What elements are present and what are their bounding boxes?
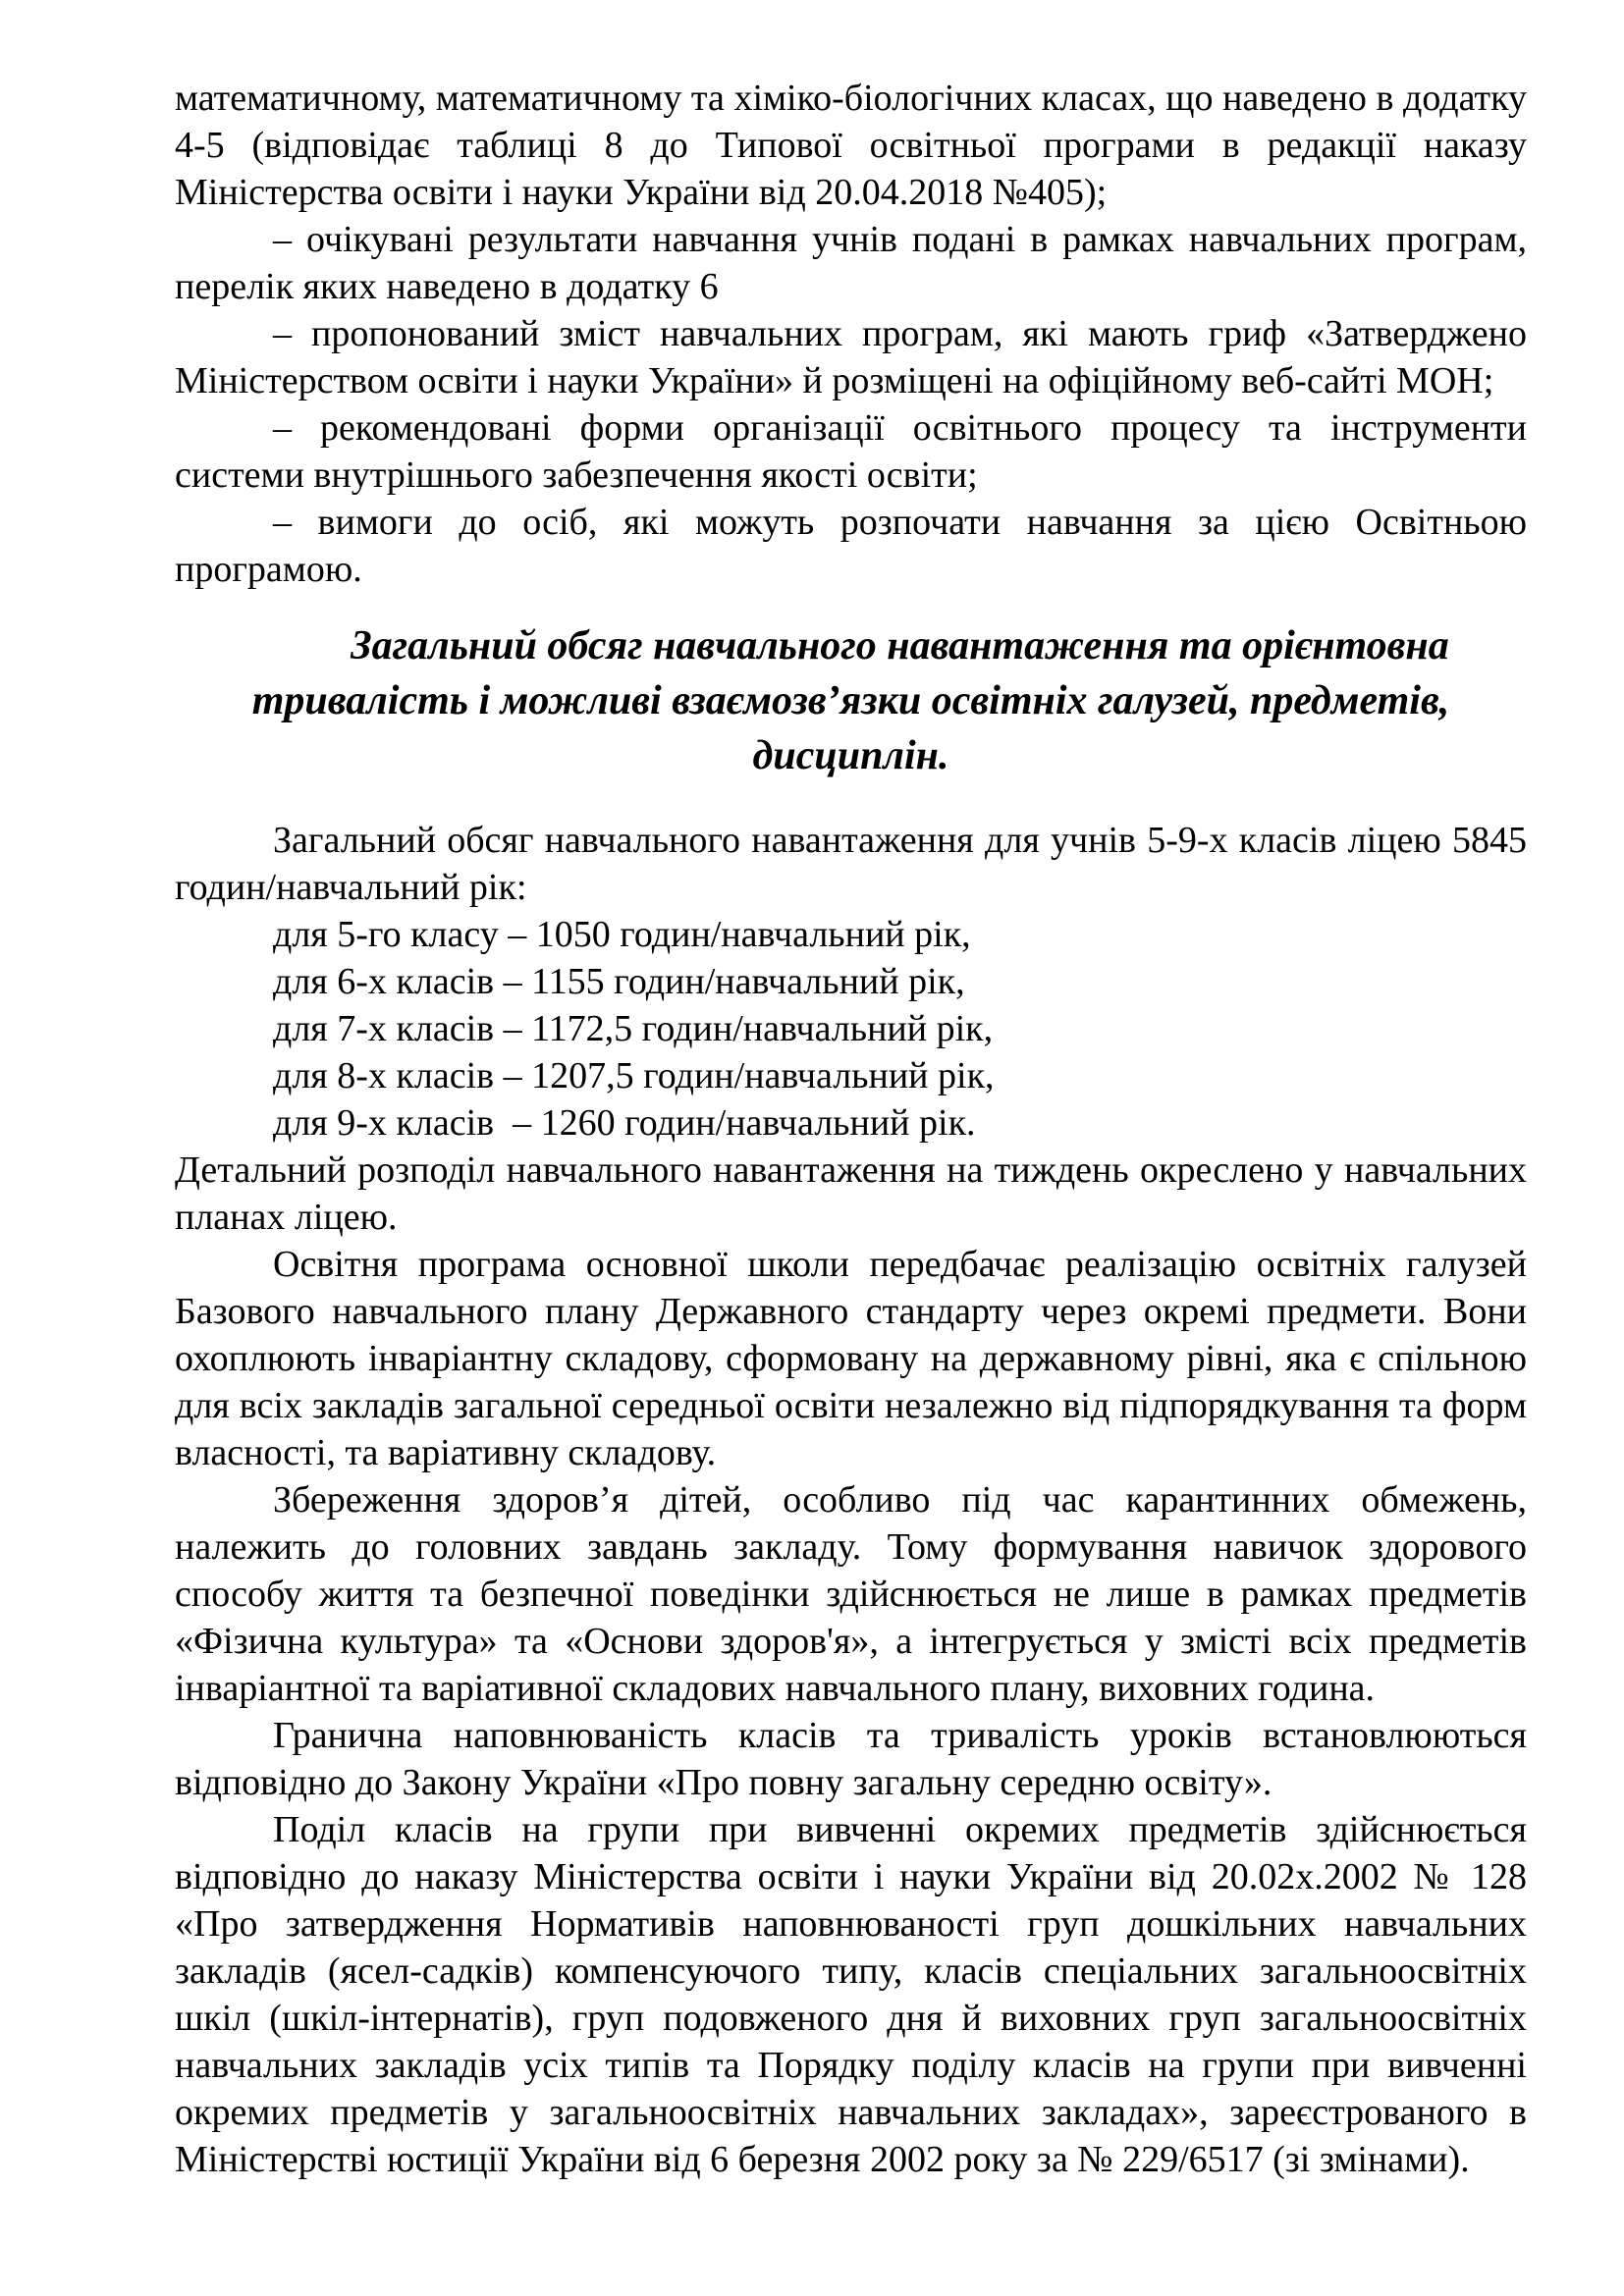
paragraph-class-capacity: Гранична наповнюваність класів та тривалість уроків встановлюються відповідно до Закону України «Про повну загальну середню освіту». — [175, 1715, 1527, 1803]
load-line-grade-6: для 6-х класів – 1155 годин/навчальний рік, — [273, 961, 965, 1002]
load-line-grade-5: для 5-го класу – 1050 годин/навчальний рік, — [273, 914, 971, 955]
paragraph-class-division: Поділ класів на групи при вивченні окремих предметів здійснюється відповідно до наказу Міністерства освіти і науки України від 20.02х.2002 № 128 «Про затвердження Нормативів наповнюваності груп дошкільних навчальних закладів (ясел-садків) компенсуючого типу, класів спеціальних загальноосвітніх шкіл (шкіл-інтернатів), груп подовженого дня й виховних груп загальноосвітніх навчальних закладів усіх типів та Порядку поділу класів на групи при вивченні окремих предметів у загальноосвітніх навчальних закладах», зареєстрованого в Міністерстві юстиції України від 6 березня 2002 року за № 229/6517 (зі змінами). — [175, 1809, 1527, 2180]
paragraph-detailed-distribution: Детальний розподіл навчального навантаження на тиждень окреслено у навчальних планах ліцею. — [175, 1149, 1527, 1238]
bullet-requirements: – вимоги до осіб, які можуть розпочати навчання за цією Освітньою програмою. — [175, 502, 1527, 590]
section-heading: Загальний обсяг навчального навантаження та орієнтовна тривалість і можливі взаємозв’язки освітніх галузей, предметів, дисциплін. — [251, 623, 1450, 778]
bullet-recommended-forms: – рекомендовані форми організації освітнього процесу та інструменти системи внутрішнього забезпечення якості освіти; — [175, 407, 1527, 496]
paragraph-health-preservation: Збереження здоров’я дітей, особливо під час карантинних обмежень, належить до головних завдань закладу. Тому формування навичок здорового способу життя та безпечної поведінки здійснюється не лише в рамках предметів «Фізична культура» та «Основи здоров'я», а інтегрується у змісті всіх предметів інваріантної та варіативної складових навчального плану, виховних година. — [175, 1479, 1527, 1709]
paragraph-total-load: Загальний обсяг навчального навантаження для учнів 5-9-х класів ліцею 5845 годин/навчальний рік: — [175, 820, 1527, 908]
bullet-expected-results: – очікувані результати навчання учнів подані в рамках навчальних програм, перелік яких наведено в додатку 6 — [175, 219, 1527, 307]
load-line-grade-8: для 8-х класів – 1207,5 годин/навчальний рік, — [273, 1055, 995, 1096]
paragraph-educational-program: Освітня програма основної школи передбачає реалізацію освітніх галузей Базового навчального плану Державного стандарту через окремі предмети. Вони охоплюють інваріантну складову, сформовану на державному рівні, яка є спільною для всіх закладів загальної середньої освіти незалежно від підпорядкування та форм власності, та варіативну складову. — [175, 1244, 1527, 1473]
load-line-grade-9: для 9-х класів – 1260 годин/навчальний рік. — [273, 1102, 976, 1144]
paragraph-continuation: математичному, математичному та хіміко-біологічних класах, що наведено в додатку 4-5 (відповідає таблиці 8 до Типової освітньої програми в редакції наказу Міністерства освіти і науки України від 20.04.2018 №405); — [175, 78, 1527, 213]
load-line-grade-7: для 7-х класів – 1172,5 годин/навчальний рік, — [273, 1008, 994, 1049]
bullet-proposed-content: – пропонований зміст навчальних програм, які мають гриф «Затверджено Міністерством освіти і науки України» й розміщені на офіційному веб-сайті МОН; — [175, 313, 1527, 401]
